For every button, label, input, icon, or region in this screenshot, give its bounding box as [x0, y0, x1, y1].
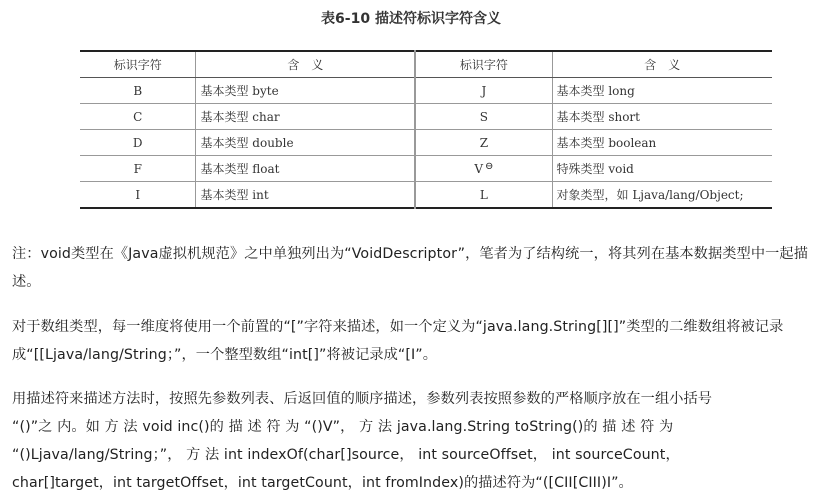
table-header-row [80, 51, 772, 78]
method-line: “()Ljava/lang/String；”， 方 法 int indexOf(char[]source， int sourceOffset， int sourceCount， [12, 447, 680, 463]
meaning-cell: 基本类型 int [196, 182, 415, 209]
method-line: char[]target，int targetOffset，int targetCount，int fromIndex)的描述符为“([CII[CIII)I”。 [12, 475, 633, 491]
table-row [80, 104, 772, 130]
char-cell: S [415, 104, 552, 130]
array-paragraph: 对于数组类型，每一维度将使用一个前置的“[”字符来描述，如一个定义为“java.lang.String[][]”类型的二维数组将被记录成“[[Ljava/lang/String；”，一个整型数组“int[]”将被记录成“[I”。 [12, 319, 784, 363]
header-meaning-1: 含 义 [196, 51, 415, 78]
table-row [80, 130, 772, 156]
char-cell [415, 156, 552, 182]
method-line: 用描述符来描述方法时，按照先参数列表、后返回值的顺序描述，参数列表按照参数的严格顺序放在一组小括号 [12, 391, 713, 407]
char-cell: F [80, 156, 196, 182]
meaning-cell: 基本类型 short [552, 104, 772, 130]
method-paragraph [12, 385, 812, 497]
table-caption: 表6-10 描述符标识字符含义 [321, 11, 501, 27]
footnote-marker: ⊖ [485, 161, 494, 172]
meaning-cell: 基本类型 boolean [552, 130, 772, 156]
meaning-cell: 基本类型 char [196, 104, 415, 130]
header-char-2: 标识字符 [415, 51, 552, 78]
note-paragraph: 注：void类型在《Java虚拟机规范》之中单独列出为“VoidDescriptor”，笔者为了结构统一，将其列在基本数据类型中一起描述。 [12, 246, 808, 290]
meaning-cell: 基本类型 byte [196, 78, 415, 104]
meaning-cell: 对象类型，如 Ljava/lang/Object; [552, 182, 772, 209]
table-row [80, 182, 772, 209]
header-char-1: 标识字符 [80, 51, 196, 78]
char-cell: D [80, 130, 196, 156]
method-line: “()”之 内。如 方 法 void inc()的 描 述 符 为 “()V”， 方 法 java.lang.String toString()的 描 述 符 为 [12, 419, 674, 435]
header-meaning-2: 含 义 [552, 51, 772, 78]
meaning-cell: 基本类型 double [196, 130, 415, 156]
char-cell: I [135, 187, 141, 202]
table-row [80, 78, 772, 104]
descriptor-table [80, 50, 772, 209]
char-value: V [474, 162, 484, 176]
meaning-cell: 基本类型 float [196, 156, 415, 182]
char-cell: L [415, 182, 552, 209]
char-cell: J [415, 78, 552, 104]
meaning-cell: 基本类型 long [552, 78, 772, 104]
char-cell: B [80, 78, 196, 104]
table-row [80, 156, 772, 182]
char-cell: Z [415, 130, 552, 156]
meaning-cell: 特殊类型 void [552, 156, 772, 182]
char-cell: C [80, 104, 196, 130]
